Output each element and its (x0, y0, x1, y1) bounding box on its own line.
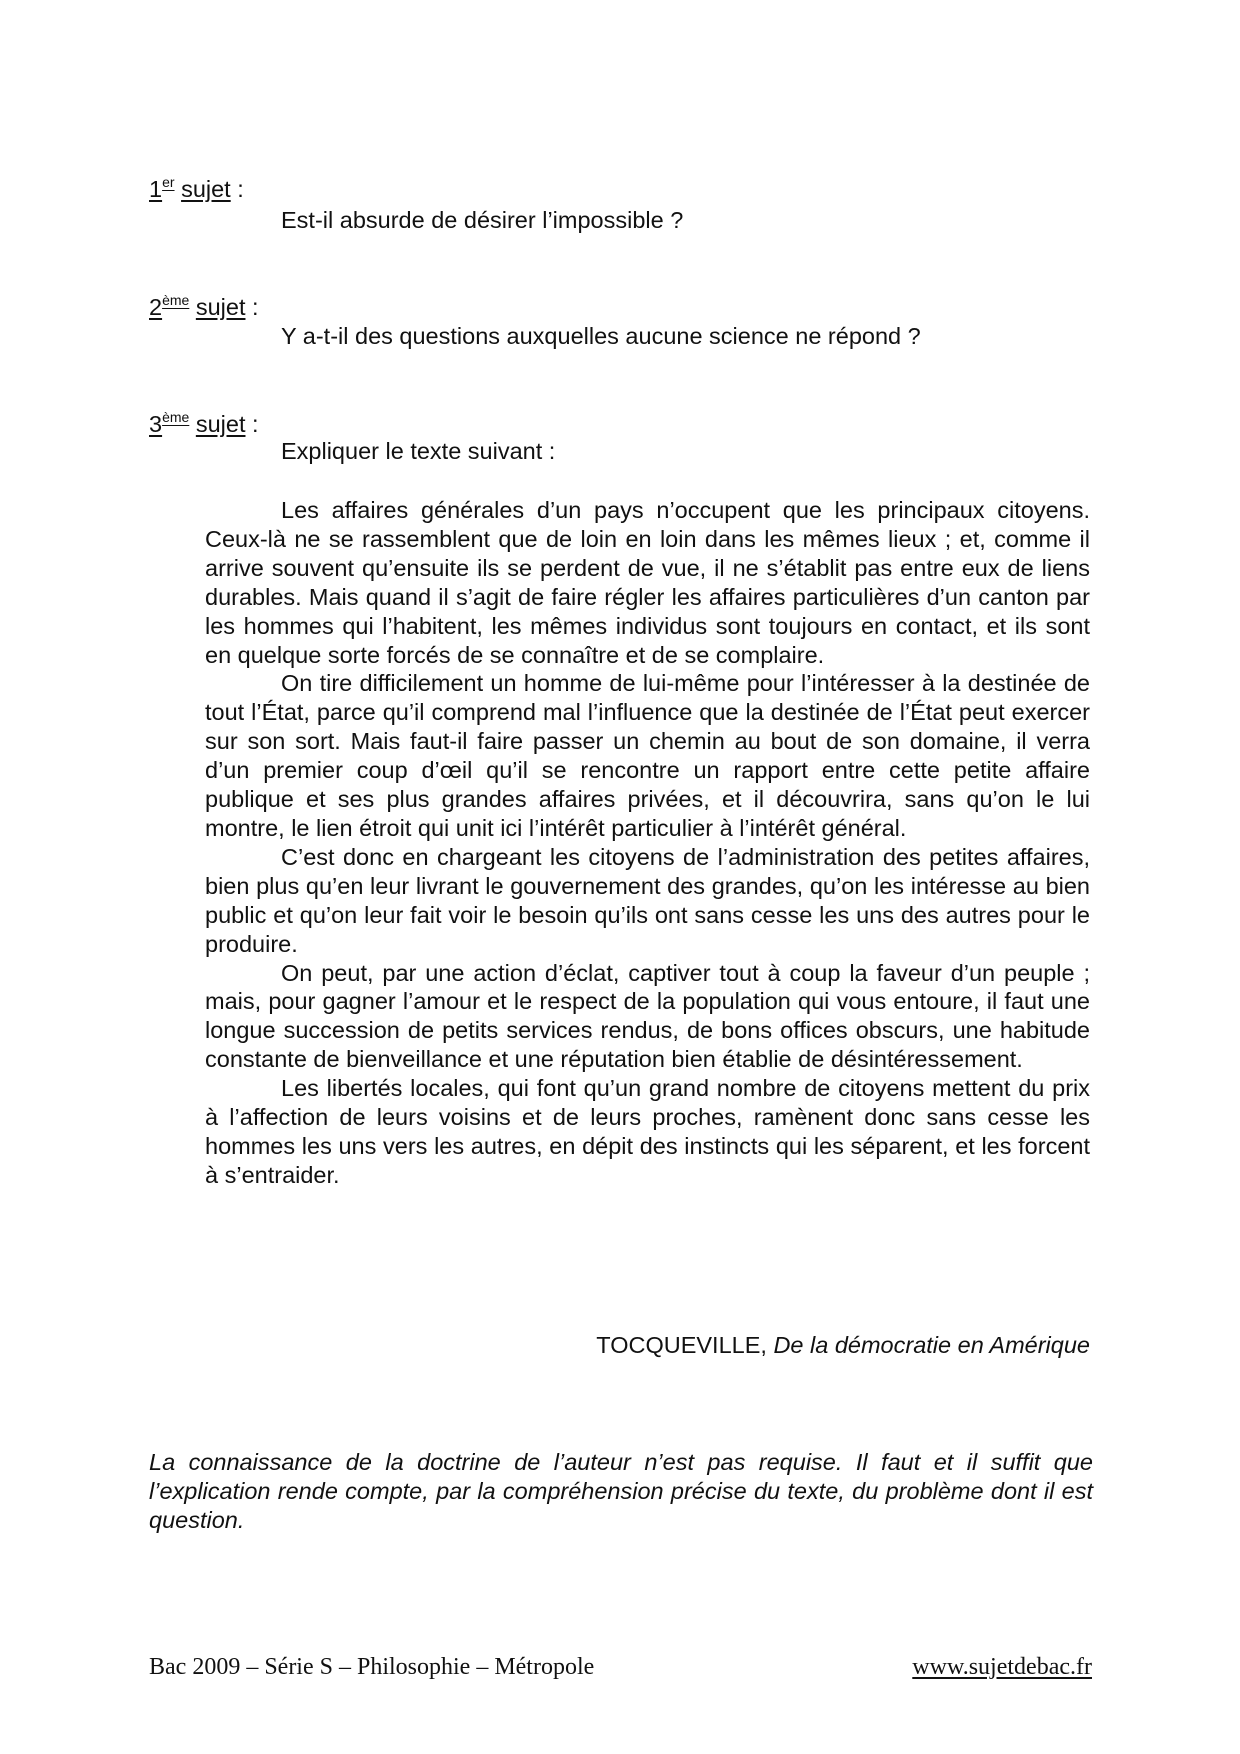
footer-exam-info: Bac 2009 – Série S – Philosophie – Métropole (149, 1654, 595, 1680)
subject-3-label (149, 411, 259, 438)
subject-1-question: Est-il absurde de désirer l’impossible ? (281, 207, 684, 233)
subject-2-word: sujet (195, 294, 246, 320)
subject-3-question: Expliquer le texte suivant : (281, 438, 556, 464)
citation-work: De la démocratie en Amérique (773, 1332, 1090, 1358)
subject-3-ordinal: ème (162, 409, 190, 425)
subject-2-number: 2 (149, 294, 163, 320)
subject-1-label (149, 176, 244, 203)
subject-3-number: 3 (149, 411, 163, 437)
text-excerpt (205, 496, 1090, 1190)
subject-2-label (149, 294, 259, 321)
text-paragraph: Les libertés locales, qui font qu’un grand nombre de citoyens mettent du prix à l’affection de leurs voisins et de leurs proches, ramènent donc sans cesse les hommes les uns vers les autres, en dépit des instincts qui les séparent, et les forcent à s’entraider. (205, 1075, 1090, 1188)
subject-2-question: Y a-t-il des questions auxquelles aucune science ne répond ? (281, 323, 921, 349)
subject-1-ordinal: er (162, 174, 175, 190)
text-paragraph: C’est donc en chargeant les citoyens de l’administration des petites affaires, bien plus qu’en leur livrant le gouvernement des grandes, qu’on les intéresse au bien public et qu’on leur fait voir le besoin qu’ils ont sans cesse les uns des autres pour le produire. (205, 843, 1090, 957)
text-paragraph: On peut, par une action d’éclat, captiver tout à coup la faveur d’un peuple ; mais, pour gagner l’amour et le respect de la population qui vous entoure, il faut une longue succession de petits services rendus, de bons offices obscurs, une habitude constante de bienveillance et une réputation bien établie de désintéressement. (205, 959, 1090, 1073)
subject-1-word: sujet (181, 176, 231, 202)
subject-3-word: sujet (195, 411, 246, 437)
subject-1-colon: : (230, 176, 244, 202)
citation-author: TOCQUEVILLE, (596, 1332, 774, 1358)
footer-website-link[interactable]: www.sujetdebac.fr (912, 1654, 1092, 1680)
subject-3-colon: : (245, 411, 259, 437)
citation (596, 1332, 1090, 1359)
subject-1-number: 1 (149, 176, 163, 202)
subject-2-colon: : (245, 294, 259, 320)
instructions-note: La connaissance de la doctrine de l’auteur n’est pas requise. Il faut et il suffit que l’explication rende compte, par la compréhension précise du texte, du problème dont il est question. (149, 1449, 1093, 1533)
text-paragraph: On tire difficilement un homme de lui-même pour l’intéresser à la destinée de tout l’État, parce qu’il comprend mal l’influence que la destinée de l’État peut exercer sur son sort. Mais faut-il faire passer un chemin au bout de son domaine, il verra d’un premier coup d’œil qu’il se rencontre un rapport entre cette petite affaire publique et ses plus grandes affaires privées, et il découvrira, sans qu’on le lui montre, le lien étroit qui unit ici l’intérêt particulier à l’intérêt général. (205, 670, 1090, 841)
subject-2-ordinal: ème (162, 292, 190, 308)
text-paragraph: Les affaires générales d’un pays n’occupent que les principaux citoyens. Ceux-là ne se rassemblent que de loin en loin dans les mêmes lieux ; et, comme il arrive souvent qu’ensuite ils se perdent de vue, il ne s’établit pas entre eux de liens durables. Mais quand il s’agit de faire régler les affaires particulières d’un canton par les hommes qui l’habitent, les mêmes individus sont toujours en contact, et ils sont en quelque sorte forcés de se connaître et de se complaire. (205, 497, 1090, 668)
